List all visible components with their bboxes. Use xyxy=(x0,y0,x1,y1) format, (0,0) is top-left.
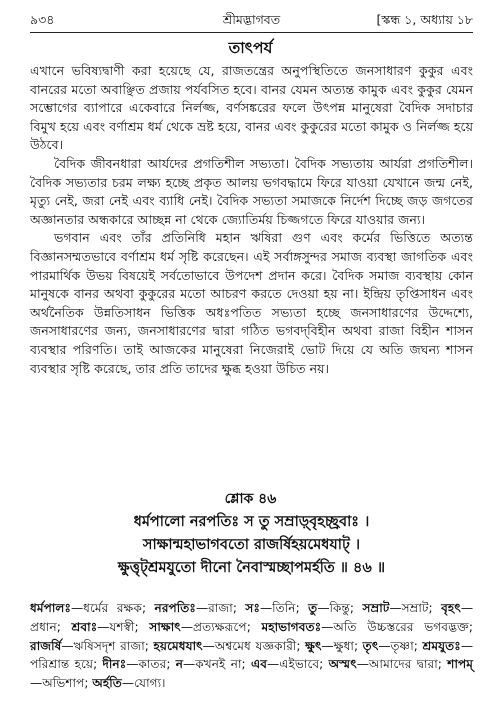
synonym-word: সম্রাট xyxy=(362,601,390,615)
synonym-meaning: প্রত্যক্ষরূপে xyxy=(193,619,247,634)
synonym-meaning: কখনই না xyxy=(195,657,242,672)
synonym-meaning: তিনি xyxy=(272,601,296,615)
synonym-meaning: অতি উচ্চস্তরের ভগবদ্ভক্ত xyxy=(333,619,469,634)
synonym-word: অর্হতি xyxy=(92,676,122,691)
synonym-word: বৃহৎ xyxy=(441,601,461,615)
purport-heading: তাৎপর্য xyxy=(228,39,273,57)
synonym-meaning: অভিশাপ xyxy=(42,676,85,691)
synonym-word: শ্রবাঃ xyxy=(71,619,98,634)
synonym-meaning: পরিশ্রান্ত হয়ে xyxy=(30,657,94,672)
synonym-word: ধর্মপালঃ xyxy=(30,601,71,615)
synonym-meaning: কিন্তু xyxy=(329,601,350,615)
synonym-meaning: যোগ্য xyxy=(134,676,162,691)
verse-line: ধর্মপালো নরপতিঃ স তু সম্রাড়্‌বৃহচ্ছ্রবাঃ । xyxy=(133,514,370,530)
synonym-word: হয়মেধযাৎ xyxy=(153,638,203,653)
synonym-word: তু xyxy=(308,601,318,615)
purport-paragraph: ভগবান এবং তাঁর প্রতিনিধি মহান ঋষিরা গুণ এবং কর্মের ভিত্তিতে অত্যন্ত বিজ্ঞানসম্মতভাবে বর্ণাশ্রম ধর্ম সৃষ্টি করেছেন। এই সর্বাঙ্গসুন্দর সমাজ ব্যবস্থা জাগতিক এবং পারমার্থিক উভয় বিষয়েই সর্বতোভাবে উপদেশ প্রদান করে। বৈদিক সমাজ ব্যবস্থায় কোন মানুষকে বানর অথবা কুকুরের মতো আচরণ করতে দেওয়া হয় না। ইন্দ্রিয় তৃপ্তিসাধন এবং অর্থনৈতিক উন্নতিসাধন ভিত্তিক অধঃপতিত সভ্যতা হচ্ছে জনসাধারণের উদ্দেশ্যে, জনসাধারণের জন্য, জনসাধারণের দ্বারা গঠিত ভগবদ্‌বিহীন অথবা রাজা বিহীন শাসন ব্যবস্থার পরিণতি। তাই আজকের মানুষেরা নিজেরাই ভোট দিয়ে যে অতি জঘন্য শাসন ব্যবস্থার সৃষ্টি করেছে, তার প্রতি তাদের ক্ষুব্ধ হওয়া উচিত নয়। xyxy=(30,230,473,376)
synonym-word: সাক্ষাৎ xyxy=(149,619,181,634)
synonym-meaning: সম্রাট xyxy=(401,601,429,615)
running-header xyxy=(30,10,473,30)
purport-paragraph: এখানে ভবিষ্যদ্বাণী করা হয়েছে যে, রাজতন্ত্রের অনুপস্থিতিতে জনসাধারণ কুকুর এবং বানরের মতো অবাঞ্ছিত প্রজায় পর্যবসিত হবে। বানর যেমন অত্যন্ত কামুক এবং কুকুর যেমন সম্ভোগের ব্যাপারে একেবারে নির্লজ্জ, বর্ণসঙ্করের ফলে উৎপন্ন মানুষেরা বৈদিক সদাচার বিমুখ হয়ে এবং বর্ণাশ্রম ধর্ম থেকে ভ্রষ্ট হয়ে, বানর এবং কুকুরের মতো কামুক ও নির্লজ্জ হয়ে উঠবে। xyxy=(30,63,473,153)
verse-line: ক্ষুত্তৃট্‌শ্রমযুতো দীনো নৈবাস্মচ্ছাপমর্হতি ॥ ৪৬ ॥ xyxy=(117,560,386,576)
synonym-word: নরপতিঃ xyxy=(154,601,196,615)
verse-text xyxy=(30,511,473,580)
synonyms-block: ধর্মপালঃ—ধর্মের রক্ষক; নরপতিঃ—রাজা; সঃ—তিনি; তু—কিন্তু; সম্রাট—সম্রাট; বৃহৎ—প্রধান; শ্রবাঃ—যশস্বী; সাক্ষাৎ—প্রত্যক্ষরূপে; মহাভাগবতঃ—অতি উচ্চস্তরের ভগবদ্ভক্ত; রাজর্ষি—ঋষিসদৃশ রাজা; হয়মেধযাৎ—অশ্বমেধ যজ্ঞকারী; ক্ষুৎ—ক্ষুধা; তৃৎ—তৃষ্ণা; শ্রমযুতঃ—পরিশ্রান্ত হয়ে; দীনঃ—কাতর; ন—কখনই না; এব—এইভাবে; অস্মৎ—আমাদের দ্বারা; শাপম্—অভিশাপ; অর্হতি—যোগ্য। xyxy=(30,601,474,691)
synonym-meaning: অশ্বমেধ যজ্ঞকারী xyxy=(214,638,297,653)
verse-heading: শ্লোক ৪৬ xyxy=(224,491,277,507)
synonym-word: সঃ xyxy=(245,601,260,615)
synonym-meaning: এইভাবে xyxy=(279,657,320,672)
purport-body xyxy=(30,62,473,378)
synonym-word: অস্মৎ xyxy=(328,657,357,672)
synonym-word: এব xyxy=(250,657,268,672)
synonym-word: ক্ষুৎ xyxy=(305,638,322,653)
synonym-meaning: কাতর xyxy=(138,657,167,672)
synonym-meaning: ক্ষুধা xyxy=(333,638,354,653)
purport-paragraph: বৈদিক জীবনধারা আর্যদের প্রগতিশীল সভ্যতা। বৈদিক সভ্যতায় আর্যরা প্রগতিশীল। বৈদিক সভ্যতার চরম লক্ষ্য হচ্ছে প্রকৃত আলয় ভগবদ্ধামে ফিরে যাওয়া যেখানে জন্ম নেই, মৃত্যু নেই, জরা নেই এবং ব্যাধি নেই। বৈদিক সভ্যতা সমাজকে নির্দেশ দিচ্ছে জড় জগতের অজ্ঞানতার অন্ধকারে আচ্ছন্ন না থেকে জ্যোতির্ময় চিজ্জগতে ফিরে যাওয়ার জন্য। xyxy=(30,155,473,227)
synonym-meaning: প্রধান xyxy=(30,619,57,634)
synonym-word: ন xyxy=(175,657,184,672)
synonym-meaning: তৃষ্ণা xyxy=(390,638,414,653)
synonym-meaning: আমাদের দ্বারা xyxy=(368,657,438,672)
synonym-word: শাপম্ xyxy=(447,657,474,672)
synonym-word: দীনঃ xyxy=(102,657,127,672)
page-number: ৯৩৪ xyxy=(30,12,55,27)
synonym-word: রাজর্ষি xyxy=(30,638,62,653)
synonym-meaning: ধর্মের রক্ষক xyxy=(83,601,142,615)
synonym-word: শ্রমযুতঃ xyxy=(422,638,461,653)
synonym-word: মহাভাগবতঃ xyxy=(261,619,322,634)
header-rule xyxy=(30,32,473,33)
synonym-meaning: রাজা xyxy=(208,601,233,615)
synonym-word: তৃৎ xyxy=(362,638,379,653)
synonym-meaning: যশস্বী xyxy=(109,619,135,634)
synonym-meaning: ঋষিসদৃশ রাজা xyxy=(73,638,145,653)
chapter-reference: [স্কন্ধ ১, অধ্যায় ১৮ xyxy=(376,12,473,27)
running-title: শ্রীমদ্ভাগবত xyxy=(222,12,281,27)
verse-line: সাক্ষান্মহাভাগবতো রাজর্ষিহয়মেধযাট্‌ । xyxy=(142,537,361,553)
